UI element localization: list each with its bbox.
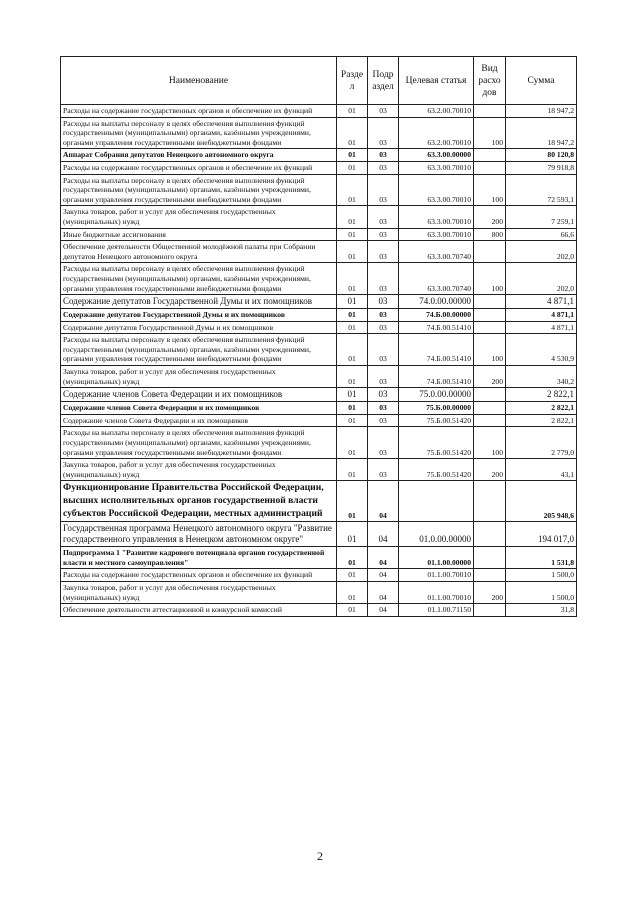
row-name: Обеспечение деятельности Общественной молодёжной палаты при Собрании депутатов Ненецкого автономного округа [61, 241, 337, 263]
row-target: 63.2.00.70010 [399, 105, 474, 118]
row-podrazdel: 03 [368, 241, 399, 263]
row-sum: 205 948,6 [506, 481, 577, 522]
row-vid: 100 [474, 117, 506, 149]
row-sum: 194 017,0 [506, 522, 577, 547]
row-target: 75.Б.00.51420 [399, 459, 474, 481]
row-target: 63.3.00.70740 [399, 241, 474, 263]
row-razdel: 01 [337, 604, 368, 617]
row-name: Аппарат Собрания депутатов Ненецкого автономного округа [61, 149, 337, 162]
row-sum: 202,0 [506, 241, 577, 263]
row-vid: 200 [474, 459, 506, 481]
row-target: 75.Б.00.51420 [399, 427, 474, 459]
row-target: 01.1.00.70010 [399, 581, 474, 603]
row-sum: 1 500,0 [506, 581, 577, 603]
row-razdel: 01 [337, 366, 368, 388]
header-razdel: Разде л [337, 57, 368, 105]
row-podrazdel: 04 [368, 604, 399, 617]
row-target: 63.3.00.70010 [399, 174, 474, 206]
row-podrazdel: 03 [368, 388, 399, 402]
table-row [61, 334, 577, 366]
row-razdel: 01 [337, 402, 368, 415]
row-vid: 100 [474, 263, 506, 295]
row-razdel: 01 [337, 105, 368, 118]
header-name: Наименование [61, 57, 337, 105]
row-razdel: 01 [337, 427, 368, 459]
row-target: 75.Б.00.00000 [399, 402, 474, 415]
row-sum: 340,2 [506, 366, 577, 388]
row-podrazdel: 03 [368, 161, 399, 174]
row-sum: 2 779,0 [506, 427, 577, 459]
header-target: Целевая статья [399, 57, 474, 105]
row-sum: 31,8 [506, 604, 577, 617]
header-vid: Вид расхо дов [474, 57, 506, 105]
table-row [61, 161, 577, 174]
row-podrazdel: 03 [368, 263, 399, 295]
row-vid [474, 241, 506, 263]
row-vid [474, 321, 506, 334]
row-sum: 66,6 [506, 228, 577, 241]
row-target: 74.Б.00.51410 [399, 321, 474, 334]
row-razdel: 01 [337, 569, 368, 582]
row-podrazdel: 04 [368, 522, 399, 547]
row-razdel: 01 [337, 161, 368, 174]
row-name: Расходы на содержание государственных органов и обеспечение их функций [61, 569, 337, 582]
row-podrazdel: 03 [368, 334, 399, 366]
row-razdel: 01 [337, 117, 368, 149]
row-podrazdel: 03 [368, 149, 399, 162]
row-target: 75.0.00.00000 [399, 388, 474, 402]
row-name: Расходы на выплаты персоналу в целях обеспечения выполнения функций государственными (муниципальными) органами, казёнными учреждениями, органами управления государственными внебюджетными фондами [61, 427, 337, 459]
row-name: Содержание членов Совета Федерации и их помощников [61, 402, 337, 415]
row-name: Расходы на содержание государственных органов и обеспечение их функций [61, 105, 337, 118]
row-razdel: 01 [337, 241, 368, 263]
row-name: Содержание членов Совета Федерации и их помощников [61, 388, 337, 402]
row-vid [474, 149, 506, 162]
row-name: Расходы на выплаты персоналу в целях обеспечения выполнения функций государственными (муниципальными) органами, казёнными учреждениями, органами управления государственными внебюджетными фондами [61, 174, 337, 206]
row-target: 74.Б.00.51410 [399, 366, 474, 388]
row-vid [474, 295, 506, 309]
row-target: 01.1.00.71150 [399, 604, 474, 617]
row-name: Иные бюджетные ассигнования [61, 228, 337, 241]
row-name: Содержание депутатов Государственной Думы и их помощников [61, 309, 337, 322]
row-name: Содержание депутатов Государственной Думы и их помощников [61, 295, 337, 309]
row-razdel: 01 [337, 481, 368, 522]
row-sum: 43,1 [506, 459, 577, 481]
row-target: 01.1.00.00000 [399, 547, 474, 569]
table-row [61, 117, 577, 149]
row-vid: 200 [474, 366, 506, 388]
row-sum: 4 871,1 [506, 321, 577, 334]
table-row [61, 105, 577, 118]
row-podrazdel: 03 [368, 427, 399, 459]
row-razdel: 01 [337, 581, 368, 603]
row-name: Расходы на выплаты персоналу в целях обеспечения выполнения функций государственными (муниципальными) органами, казёнными учреждениями, органами управления государственными внебюджетными фондами [61, 334, 337, 366]
row-name: Закупка товаров, работ и услуг для обеспечения государственных (муниципальных) нужд [61, 206, 337, 228]
table-row [61, 174, 577, 206]
row-sum: 4 530,9 [506, 334, 577, 366]
row-vid [474, 569, 506, 582]
table-row [61, 581, 577, 603]
row-podrazdel: 03 [368, 117, 399, 149]
row-name: Содержание депутатов Государственной Думы и их помощников [61, 321, 337, 334]
row-vid: 100 [474, 174, 506, 206]
row-podrazdel: 03 [368, 366, 399, 388]
row-name: Расходы на содержание государственных органов и обеспечение их функций [61, 161, 337, 174]
table-row [61, 241, 577, 263]
table-row [61, 366, 577, 388]
row-podrazdel: 03 [368, 309, 399, 322]
row-vid [474, 481, 506, 522]
table-row [61, 547, 577, 569]
row-sum: 79 918,8 [506, 161, 577, 174]
row-vid [474, 402, 506, 415]
row-sum: 18 947,2 [506, 105, 577, 118]
table-row [61, 321, 577, 334]
row-razdel: 01 [337, 309, 368, 322]
table-row [61, 228, 577, 241]
row-razdel: 01 [337, 174, 368, 206]
row-name: Расходы на выплаты персоналу в целях обеспечения выполнения функций государственными (муниципальными) органами, казёнными учреждениями, органами управления государственными внебюджетными фондами [61, 263, 337, 295]
row-target: 01.1.00.70010 [399, 569, 474, 582]
row-razdel: 01 [337, 388, 368, 402]
row-sum: 2 822,1 [506, 402, 577, 415]
row-name: Государственная программа Ненецкого автономного округа "Развитие государственного управления в Ненецком автономном округе" [61, 522, 337, 547]
row-sum: 80 120,8 [506, 149, 577, 162]
table-row [61, 414, 577, 427]
row-target: 63.3.00.00000 [399, 149, 474, 162]
row-target: 63.3.00.70740 [399, 263, 474, 295]
row-razdel: 01 [337, 206, 368, 228]
row-vid: 100 [474, 427, 506, 459]
table-header-row [61, 57, 577, 105]
table-row [61, 309, 577, 322]
row-podrazdel: 03 [368, 402, 399, 415]
row-sum: 72 593,1 [506, 174, 577, 206]
row-name: Функционирование Правительства Российской Федерации, высших исполнительных органов государственной власти субъектов Российской Федерации, местных администраций [61, 481, 337, 522]
row-razdel: 01 [337, 414, 368, 427]
budget-page [60, 56, 576, 617]
row-podrazdel: 03 [368, 295, 399, 309]
row-vid [474, 604, 506, 617]
row-razdel: 01 [337, 295, 368, 309]
row-name: Подпрограмма 1 "Развитие кадрового потенциала органов государственной власти и местного самоуправления" [61, 547, 337, 569]
row-razdel: 01 [337, 522, 368, 547]
row-sum: 1 531,8 [506, 547, 577, 569]
row-vid: 200 [474, 581, 506, 603]
row-sum: 4 871,1 [506, 295, 577, 309]
row-sum: 202,0 [506, 263, 577, 295]
row-podrazdel: 04 [368, 569, 399, 582]
row-vid [474, 388, 506, 402]
row-razdel: 01 [337, 228, 368, 241]
row-name: Содержание членов Совета Федерации и их помощников [61, 414, 337, 427]
row-target: 63.2.00.70010 [399, 117, 474, 149]
row-target: 74.Б.00.00000 [399, 309, 474, 322]
row-name: Обеспечение деятельности аттестационной и конкурсной комиссий [61, 604, 337, 617]
row-razdel: 01 [337, 321, 368, 334]
row-vid: 100 [474, 334, 506, 366]
row-vid [474, 522, 506, 547]
row-podrazdel: 03 [368, 105, 399, 118]
table-row [61, 388, 577, 402]
row-razdel: 01 [337, 149, 368, 162]
row-razdel: 01 [337, 547, 368, 569]
row-name: Расходы на выплаты персоналу в целях обеспечения выполнения функций государственными (муниципальными) органами, казёнными учреждениями, органами управления государственными внебюджетными фондами [61, 117, 337, 149]
table-row [61, 295, 577, 309]
row-sum: 2 822,1 [506, 388, 577, 402]
row-sum: 1 500,0 [506, 569, 577, 582]
row-name: Закупка товаров, работ и услуг для обеспечения государственных (муниципальных) нужд [61, 581, 337, 603]
table-row [61, 402, 577, 415]
row-podrazdel: 03 [368, 228, 399, 241]
row-vid [474, 547, 506, 569]
row-sum: 7 259,1 [506, 206, 577, 228]
table-row [61, 522, 577, 547]
row-target: 74.Б.00.51410 [399, 334, 474, 366]
row-target: 63.3.00.70010 [399, 206, 474, 228]
header-sum: Сумма [506, 57, 577, 105]
row-podrazdel: 03 [368, 414, 399, 427]
row-target: 63.3.00.70010 [399, 161, 474, 174]
row-name: Закупка товаров, работ и услуг для обеспечения государственных (муниципальных) нужд [61, 366, 337, 388]
row-sum: 2 822,1 [506, 414, 577, 427]
table-row [61, 569, 577, 582]
row-podrazdel: 03 [368, 206, 399, 228]
row-podrazdel: 03 [368, 174, 399, 206]
row-target: 74.0.00.00000 [399, 295, 474, 309]
header-podrazdel: Подр аздел [368, 57, 399, 105]
row-target: 75.Б.00.51420 [399, 414, 474, 427]
row-vid [474, 414, 506, 427]
table-body [61, 105, 577, 617]
table-row [61, 481, 577, 522]
row-vid: 800 [474, 228, 506, 241]
row-razdel: 01 [337, 459, 368, 481]
table-row [61, 206, 577, 228]
row-podrazdel: 04 [368, 481, 399, 522]
table-row [61, 149, 577, 162]
row-target [399, 481, 474, 522]
row-vid [474, 161, 506, 174]
table-row [61, 263, 577, 295]
page-number: 2 [317, 849, 323, 863]
row-podrazdel: 04 [368, 547, 399, 569]
row-razdel: 01 [337, 263, 368, 295]
table-row [61, 459, 577, 481]
row-podrazdel: 03 [368, 321, 399, 334]
row-vid [474, 105, 506, 118]
table-row [61, 604, 577, 617]
row-sum: 4 871,1 [506, 309, 577, 322]
row-vid [474, 309, 506, 322]
budget-table [60, 56, 577, 617]
row-podrazdel: 03 [368, 459, 399, 481]
row-target: 63.3.00.70010 [399, 228, 474, 241]
row-target: 01.0.00.00000 [399, 522, 474, 547]
table-row [61, 427, 577, 459]
row-vid: 200 [474, 206, 506, 228]
row-razdel: 01 [337, 334, 368, 366]
row-podrazdel: 04 [368, 581, 399, 603]
row-sum: 18 947,2 [506, 117, 577, 149]
row-name: Закупка товаров, работ и услуг для обеспечения государственных (муниципальных) нужд [61, 459, 337, 481]
